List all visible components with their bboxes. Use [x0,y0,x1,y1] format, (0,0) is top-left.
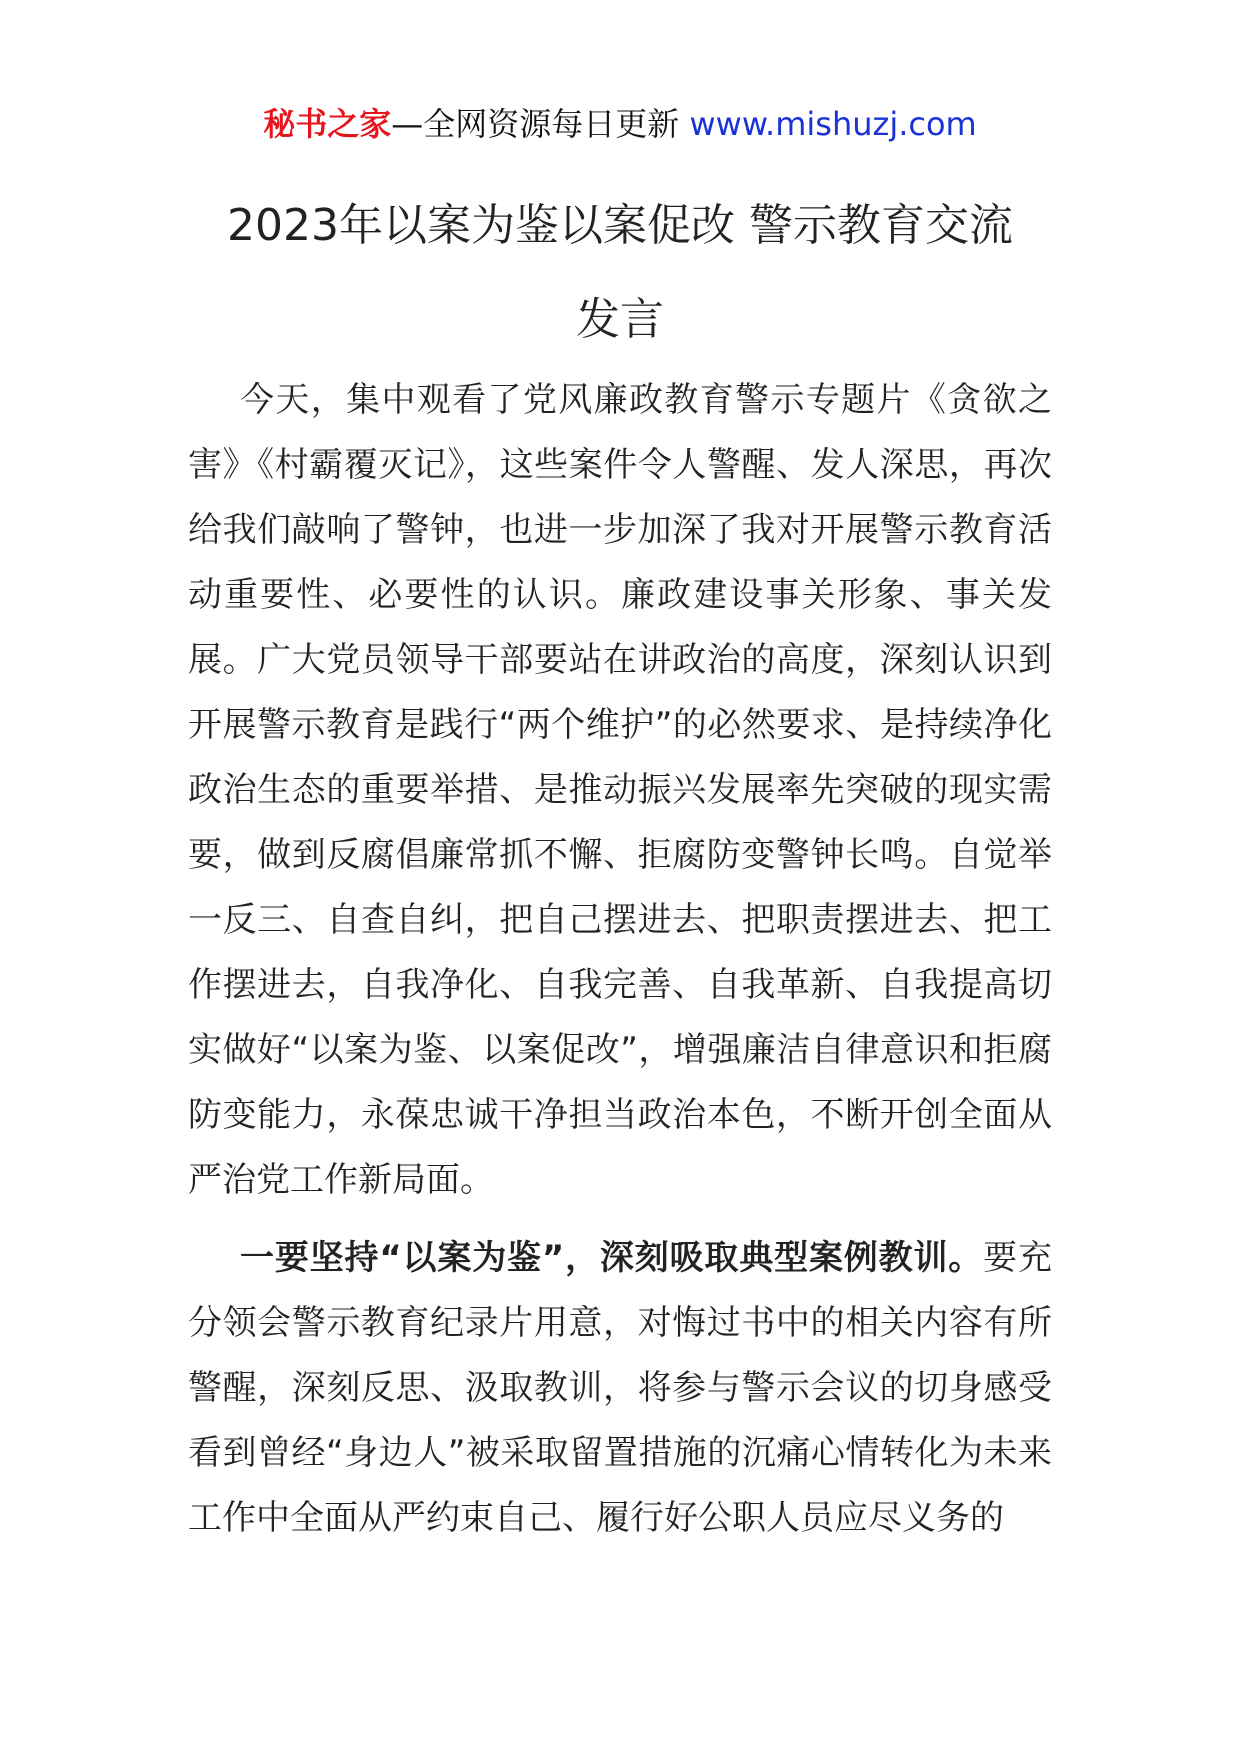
document-title-line-2: 发言 [576,294,664,345]
site-link[interactable]: www.mishuzj.com [689,105,977,143]
paragraph-2-body: 要充分领会警示教育纪录片用意，对悔过书中的相关内容有所警醒，深刻反思、汲取教训，将参与警示会议的切身感受看到曾经“身边人”被采取留置措施的沉痛心情转化为未来工作中全面从严约束自己、履行好公职人员应尽义务的 [188,1238,1052,1538]
paragraph-1: 今天，集中观看了党风廉政教育警示专题片《贪欲之害》《村霸覆灭记》，这些案件令人警醒、发人深思，再次给我们敲响了警钟，也进一步加深了我对开展警示教育活动重要性、必要性的认识。廉政建设事关形象、事关发展。广大党员领导干部要站在讲政治的高度，深刻认识到开展警示教育是践行“两个维护”的必然要求、是持续净化政治生态的重要举措、是推动振兴发展率先突破的现实需要，做到反腐倡廉常抓不懈、拒腐防变警钟长鸣。自觉举一反三、自查自纠，把自己摆进去、把职责摆进去、把工作摆进去，自我净化、自我完善、自我革新、自我提高切实做好“以案为鉴、以案促改”，增强廉洁自律意识和拒腐防变能力，永葆忠诚干净担当政治本色，不断开创全面从严治党工作新局面。 [188,380,1052,1200]
header-tagline: —全网资源每日更新 [391,105,690,143]
document-title-line-1: 2023年以案为鉴以案促改 警示教育交流 [227,200,1013,251]
site-header [0,100,1240,148]
paragraph-2 [188,1226,1052,1551]
brand-name: 秘书之家 [263,105,392,143]
paragraph-2-lead: 一要坚持“以案为鉴”，深刻吸取典型案例教训。 [240,1238,984,1278]
